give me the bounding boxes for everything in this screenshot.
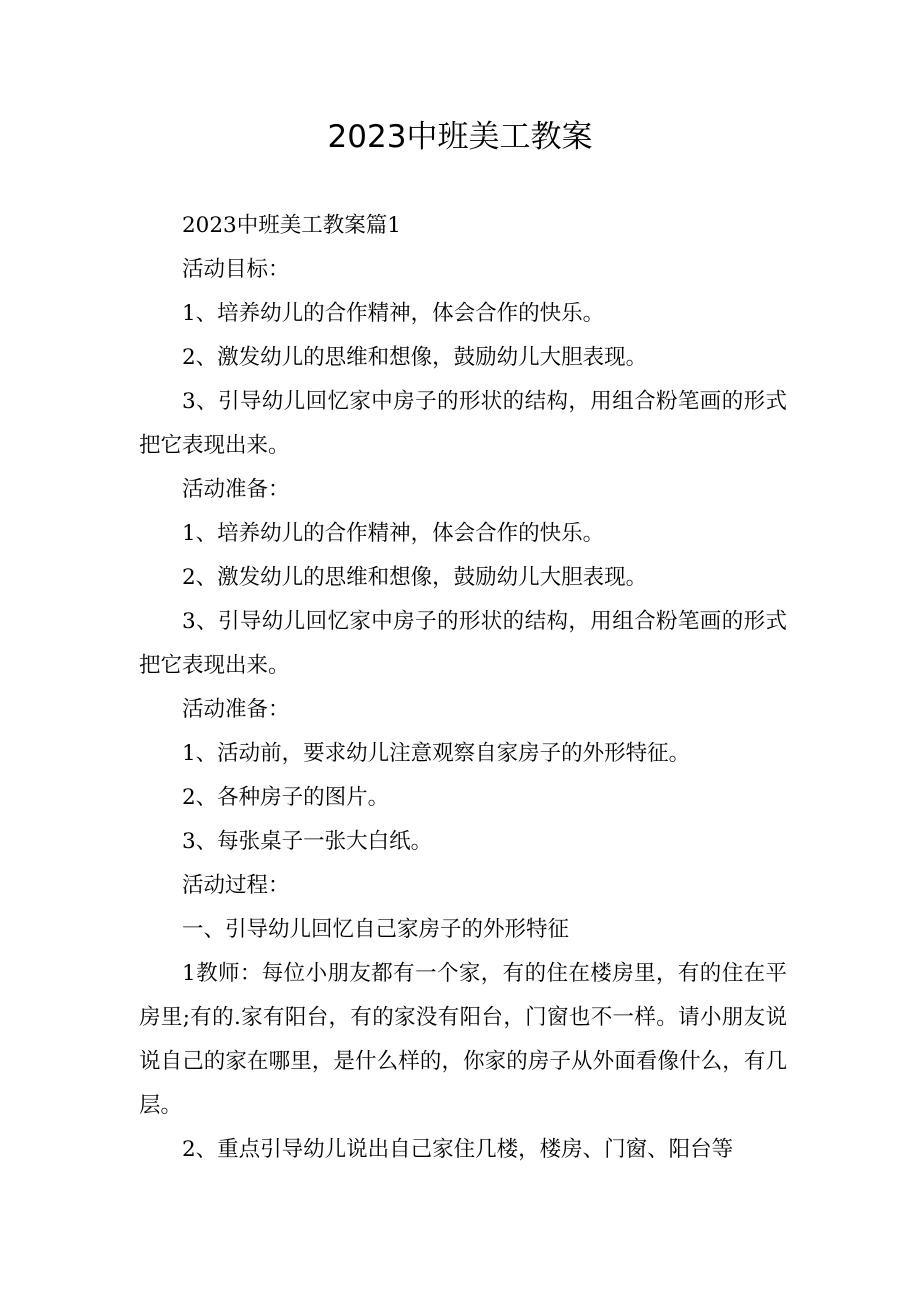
- document-title: 2023中班美工教案: [327, 119, 593, 155]
- paragraph: 一、引导幼儿回忆自己家房子的外形特征: [182, 917, 570, 942]
- paragraph: 2023中班美工教案篇1: [182, 213, 401, 238]
- paragraph: 活动准备：: [182, 697, 290, 722]
- paragraph: 2、激发幼儿的思维和想像，鼓励幼儿大胆表现。: [182, 345, 648, 370]
- paragraph: 2、各种房子的图片。: [182, 785, 390, 810]
- paragraph: 3、引导幼儿回忆家中房子的形状的结构，用组合粉笔画的形式把它表现出来。: [139, 389, 787, 458]
- paragraph: 1、活动前，要求幼儿注意观察自家房子的外形特征。: [182, 741, 691, 766]
- paragraph: 3、引导幼儿回忆家中房子的形状的结构，用组合粉笔画的形式把它表现出来。: [139, 609, 787, 678]
- paragraph: 3、每张桌子一张大白纸。: [182, 829, 433, 854]
- paragraph: 1、培养幼儿的合作精神，体会合作的快乐。: [182, 301, 605, 326]
- paragraph: 1、培养幼儿的合作精神，体会合作的快乐。: [182, 521, 605, 546]
- paragraph: 2、激发幼儿的思维和想像，鼓励幼儿大胆表现。: [182, 565, 648, 590]
- paragraph: 活动过程：: [182, 873, 290, 898]
- paragraph: 活动目标：: [182, 257, 290, 282]
- paragraph: 2、重点引导幼儿说出自己家住几楼，楼房、门窗、阳台等: [182, 1137, 734, 1162]
- paragraph: 活动准备：: [182, 477, 290, 502]
- paragraph: 1教师：每位小朋友都有一个家，有的住在楼房里，有的住在平房里;有的.家有阳台，有的家没有阳台，门窗也不一样。请小朋友说说自己的家在哪里，是什么样的，你家的房子从外面看像什么，有几层。: [139, 961, 787, 1118]
- document-body: [139, 204, 787, 1172]
